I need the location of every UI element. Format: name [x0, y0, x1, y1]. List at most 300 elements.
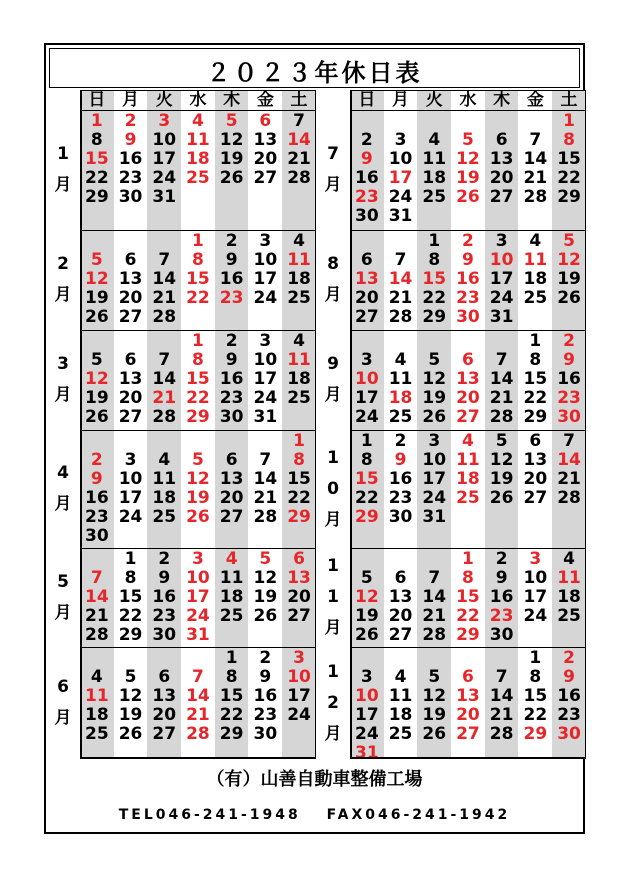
day-cell: 14 [152, 269, 177, 289]
day-cell: 24 [253, 388, 278, 408]
month-label-char: 6 [57, 677, 69, 697]
day-cell: 10 [355, 369, 379, 389]
day-cell: 12 [422, 369, 447, 389]
day-cell: 2 [394, 431, 407, 451]
month-label-char: 9 [327, 354, 339, 374]
day-cell: 14 [422, 587, 447, 607]
weekday-label: 金 [526, 90, 544, 110]
day-cell: 20 [219, 488, 244, 508]
day-cell: 14 [253, 469, 278, 489]
day-cell: 26 [422, 724, 447, 744]
day-cell: 6 [360, 250, 373, 270]
day-cell: 14 [489, 369, 514, 389]
calendar-sheet [44, 43, 585, 834]
day-cell: 24 [523, 606, 548, 626]
day-cell: 21 [422, 606, 447, 626]
day-cell: 29 [118, 625, 143, 645]
day-cell: 5 [428, 667, 441, 687]
day-cell: 4 [192, 111, 204, 131]
day-cell: 13 [489, 149, 514, 169]
day-cell: 20 [287, 587, 311, 607]
day-cell: 29 [523, 724, 548, 744]
day-cell: 12 [253, 568, 278, 588]
day-cell: 1 [563, 111, 575, 131]
day-cell: 13 [456, 686, 480, 706]
day-cell: 4 [90, 667, 103, 687]
month-label [49, 461, 77, 517]
day-cell: 27 [253, 168, 278, 188]
day-cell: 12 [489, 450, 514, 470]
day-cell: 2 [225, 231, 238, 251]
day-cell: 30 [388, 507, 413, 527]
day-cell: 22 [85, 168, 109, 188]
day-cell: 13 [152, 686, 177, 706]
month-label-char: 1 [327, 447, 339, 468]
day-cell: 17 [422, 469, 447, 489]
day-cell: 25 [85, 724, 109, 744]
month-divider [350, 647, 586, 648]
day-cell: 2 [462, 231, 474, 251]
day-cell: 25 [287, 388, 311, 408]
day-cell: 21 [152, 288, 177, 308]
month-divider [80, 647, 316, 648]
day-cell: 11 [287, 250, 311, 270]
day-cell: 29 [85, 187, 109, 207]
day-cell: 14 [557, 450, 581, 470]
day-cell: 15 [422, 269, 447, 289]
month-label-char: 0 [327, 478, 339, 499]
day-cell: 18 [388, 705, 413, 725]
day-cell: 17 [152, 149, 177, 169]
day-cell: 20 [118, 288, 143, 308]
day-cell: 22 [523, 388, 548, 408]
contact-line [46, 807, 583, 823]
day-cell: 6 [124, 350, 137, 370]
day-cell: 1 [529, 648, 542, 668]
day-cell: 13 [118, 269, 143, 289]
day-cell: 7 [495, 350, 508, 370]
day-cell: 9 [225, 250, 238, 270]
day-cell: 10 [152, 130, 177, 150]
day-cell: 26 [355, 625, 379, 645]
day-cell: 8 [192, 250, 204, 270]
day-cell: 26 [118, 724, 143, 744]
day-cell: 1 [192, 331, 204, 351]
day-cell: 5 [360, 568, 373, 588]
day-cell: 7 [428, 568, 441, 588]
weekday-label: 水 [189, 90, 207, 110]
day-cell: 28 [489, 724, 514, 744]
day-cell: 11 [186, 130, 210, 150]
day-cell: 4 [394, 667, 407, 687]
day-cell: 25 [388, 407, 413, 427]
day-cell: 12 [456, 149, 480, 169]
day-cell: 3 [259, 231, 272, 251]
day-cell: 30 [557, 724, 581, 744]
day-cell: 16 [152, 587, 177, 607]
day-cell: 19 [456, 168, 480, 188]
day-cell: 16 [118, 149, 143, 169]
day-cell: 3 [360, 667, 373, 687]
day-cell: 25 [287, 288, 311, 308]
day-cell: 30 [456, 307, 480, 327]
day-cell: 19 [253, 587, 278, 607]
day-cell: 2 [158, 549, 171, 569]
day-cell: 20 [388, 606, 413, 626]
day-cell: 24 [422, 488, 447, 508]
month-label-char: 7 [327, 144, 339, 164]
month-label-char: 月 [54, 708, 72, 728]
day-cell: 4 [158, 450, 171, 470]
day-cell: 25 [523, 288, 548, 308]
day-cell: 27 [355, 307, 379, 327]
day-cell: 2 [563, 331, 575, 351]
day-cell: 5 [192, 450, 204, 470]
month-label [49, 252, 77, 308]
day-cell: 26 [456, 187, 480, 207]
day-cell: 27 [118, 407, 143, 427]
day-cell: 5 [259, 549, 272, 569]
day-cell: 14 [388, 269, 413, 289]
day-cell: 23 [219, 288, 244, 308]
day-cell: 16 [85, 488, 109, 508]
day-cell: 11 [456, 450, 480, 470]
day-cell: 16 [219, 269, 244, 289]
day-cell: 25 [557, 606, 581, 626]
day-cell: 15 [219, 686, 244, 706]
day-cell: 28 [152, 407, 177, 427]
calendar-panel-jul-dec [350, 90, 586, 763]
day-cell: 2 [563, 648, 575, 668]
day-cell: 23 [152, 606, 177, 626]
day-cell: 14 [523, 149, 548, 169]
day-cell: 3 [293, 648, 305, 668]
day-cell: 8 [428, 250, 441, 270]
day-cell: 4 [394, 350, 407, 370]
day-cell: 15 [118, 587, 143, 607]
day-cell: 3 [360, 350, 373, 370]
day-cell: 10 [253, 250, 278, 270]
day-cell: 24 [489, 288, 514, 308]
day-cell: 18 [456, 469, 480, 489]
month-label-char: 月 [324, 723, 342, 744]
month-label-char: 月 [54, 175, 72, 195]
day-cell: 29 [219, 724, 244, 744]
day-cell: 8 [360, 450, 373, 470]
day-cell: 28 [422, 625, 447, 645]
day-cell: 8 [225, 667, 238, 687]
day-cell: 30 [85, 526, 109, 546]
day-cell: 28 [557, 488, 581, 508]
footer [46, 763, 583, 834]
day-cell: 16 [557, 686, 581, 706]
day-cell: 16 [557, 369, 581, 389]
day-cell: 3 [394, 130, 407, 150]
day-cell: 8 [529, 350, 542, 370]
day-cell: 28 [152, 307, 177, 327]
day-cell: 28 [489, 407, 514, 427]
day-cell: 11 [287, 350, 311, 370]
day-cell: 19 [489, 469, 514, 489]
day-cell: 10 [287, 667, 311, 687]
fax-number: FAX046-241-1942 [326, 807, 511, 823]
day-cell: 23 [253, 705, 278, 725]
day-cell: 20 [523, 469, 548, 489]
day-cell: 13 [523, 450, 548, 470]
day-cell: 26 [489, 488, 514, 508]
day-cell: 30 [152, 625, 177, 645]
day-cell: 14 [186, 686, 210, 706]
day-cell: 30 [489, 625, 514, 645]
day-cell: 31 [355, 743, 379, 763]
month-divider [350, 330, 586, 331]
day-cell: 24 [287, 705, 311, 725]
day-cell: 5 [90, 250, 103, 270]
day-cell: 7 [529, 130, 542, 150]
weekday-label: 土 [290, 90, 308, 110]
day-cell: 10 [388, 149, 413, 169]
day-cell: 22 [523, 705, 548, 725]
day-cell: 24 [253, 288, 278, 308]
weekday-label: 火 [425, 90, 443, 110]
day-cell: 21 [489, 388, 514, 408]
day-cell: 12 [118, 686, 143, 706]
day-cell: 2 [225, 331, 238, 351]
day-cell: 22 [355, 488, 379, 508]
day-cell: 7 [192, 667, 204, 687]
day-cell: 29 [456, 625, 480, 645]
day-cell: 1 [462, 549, 474, 569]
month-label-char: 5 [57, 571, 69, 592]
day-cell: 6 [529, 431, 542, 451]
day-cell: 8 [563, 130, 575, 150]
day-cell: 6 [259, 111, 272, 131]
day-cell: 7 [394, 250, 407, 270]
day-cell: 19 [557, 269, 581, 289]
day-cell: 18 [388, 388, 413, 408]
month-label [319, 554, 347, 641]
day-cell: 7 [259, 450, 272, 470]
day-cell: 12 [355, 587, 379, 607]
day-cell: 1 [428, 231, 441, 251]
day-cell: 30 [557, 407, 581, 427]
day-cell: 22 [422, 288, 447, 308]
day-cell: 6 [124, 250, 137, 270]
weekday-label: 月 [122, 90, 140, 110]
day-cell: 12 [186, 469, 210, 489]
day-cell: 23 [489, 606, 514, 626]
day-cell: 7 [158, 250, 171, 270]
day-cell: 22 [557, 168, 581, 188]
day-cell: 8 [462, 568, 474, 588]
day-cell: 21 [253, 488, 278, 508]
day-cell: 9 [360, 149, 373, 169]
day-cell: 4 [563, 549, 575, 569]
day-cell: 20 [253, 149, 278, 169]
day-cell: 14 [489, 686, 514, 706]
day-cell: 1 [192, 231, 204, 251]
day-cell: 1 [225, 648, 238, 668]
month-label-char: 1 [57, 144, 69, 164]
weekday-header [350, 90, 586, 110]
day-cell: 9 [394, 450, 407, 470]
month-label-char: 2 [57, 254, 69, 274]
day-cell: 9 [259, 667, 272, 687]
day-cell: 4 [529, 231, 542, 251]
day-cell: 7 [158, 350, 171, 370]
month-label-char: 1 [327, 556, 339, 576]
day-cell: 12 [557, 250, 581, 270]
day-cell: 28 [186, 724, 210, 744]
day-cell: 9 [495, 568, 508, 588]
day-cell: 9 [563, 350, 575, 370]
day-cell: 10 [422, 450, 447, 470]
day-cell: 27 [456, 724, 480, 744]
day-cell: 17 [118, 488, 143, 508]
month-label [49, 142, 77, 198]
day-cell: 9 [90, 469, 103, 489]
day-cell: 1 [124, 549, 137, 569]
day-cell: 29 [422, 307, 447, 327]
day-cell: 26 [219, 168, 244, 188]
day-cell: 1 [529, 331, 542, 351]
day-cell: 20 [118, 388, 143, 408]
day-cell: 16 [355, 168, 379, 188]
day-cell: 31 [253, 407, 278, 427]
day-cell: 10 [253, 350, 278, 370]
month-label [319, 352, 347, 408]
day-cell: 3 [259, 331, 272, 351]
day-cell: 27 [489, 187, 514, 207]
month-label-char: 2 [327, 692, 339, 713]
day-cell: 27 [523, 488, 548, 508]
day-cell: 6 [293, 549, 305, 569]
day-cell: 11 [557, 568, 581, 588]
day-cell: 24 [388, 187, 413, 207]
day-cell: 19 [355, 606, 379, 626]
day-cell: 17 [388, 168, 413, 188]
tel-number: TEL046-241-1948 [118, 807, 301, 823]
day-cell: 8 [90, 130, 103, 150]
month-divider [350, 110, 586, 111]
title-box [49, 48, 580, 88]
day-cell: 26 [85, 307, 109, 327]
day-cell: 21 [489, 705, 514, 725]
day-cell: 6 [394, 568, 407, 588]
day-cell: 26 [253, 606, 278, 626]
day-cell: 4 [293, 231, 305, 251]
day-cell: 25 [219, 606, 244, 626]
day-cell: 17 [186, 587, 210, 607]
day-cell: 6 [462, 667, 474, 687]
day-cell: 27 [118, 307, 143, 327]
day-cell: 14 [287, 130, 311, 150]
day-cell: 2 [360, 130, 373, 150]
day-cell: 18 [523, 269, 548, 289]
day-cell: 19 [85, 288, 109, 308]
day-cell: 21 [85, 606, 109, 626]
day-cell: 6 [495, 130, 508, 150]
day-cell: 15 [85, 149, 109, 169]
month-label [319, 252, 347, 308]
day-cell: 26 [422, 407, 447, 427]
day-cell: 21 [388, 288, 413, 308]
day-cell: 17 [355, 388, 379, 408]
day-cell: 5 [563, 231, 575, 251]
day-cell: 2 [495, 549, 508, 569]
day-cell: 8 [529, 667, 542, 687]
day-cell: 23 [118, 168, 143, 188]
day-cell: 5 [124, 667, 137, 687]
day-cell: 6 [225, 450, 238, 470]
day-cell: 3 [124, 450, 137, 470]
month-label-char: 月 [324, 618, 342, 638]
page-title: ２０２３年休日表 [206, 59, 423, 87]
day-cell: 12 [219, 130, 244, 150]
day-cell: 19 [219, 149, 244, 169]
day-cell: 21 [186, 705, 210, 725]
day-cell: 5 [90, 350, 103, 370]
day-cell: 15 [523, 369, 548, 389]
day-cell: 11 [152, 469, 177, 489]
day-cell: 22 [287, 488, 311, 508]
day-cell: 17 [253, 369, 278, 389]
month-label-char: 1 [327, 587, 339, 607]
day-cell: 13 [118, 369, 143, 389]
weekday-label: 日 [358, 90, 376, 110]
day-cell: 21 [523, 168, 548, 188]
month-label-char: 8 [327, 254, 339, 274]
month-label-char: 月 [324, 285, 342, 305]
day-cell: 27 [388, 625, 413, 645]
weekday-label: 木 [223, 90, 241, 110]
day-cell: 15 [456, 587, 480, 607]
day-cell: 16 [253, 686, 278, 706]
day-cell: 11 [523, 250, 548, 270]
day-cell: 23 [219, 388, 244, 408]
day-cell: 26 [557, 288, 581, 308]
day-cell: 17 [355, 705, 379, 725]
day-cell: 13 [287, 568, 311, 588]
day-cell: 23 [456, 288, 480, 308]
day-cell: 22 [219, 705, 244, 725]
day-cell: 10 [489, 250, 514, 270]
day-cell: 28 [253, 507, 278, 527]
day-cell: 31 [152, 187, 177, 207]
day-cell: 5 [462, 130, 474, 150]
day-cell: 18 [85, 705, 109, 725]
day-cell: 19 [186, 488, 210, 508]
day-cell: 24 [118, 507, 143, 527]
day-cell: 21 [287, 149, 311, 169]
day-cell: 7 [495, 667, 508, 687]
day-cell: 5 [225, 111, 238, 131]
weekday-label: 水 [459, 90, 477, 110]
day-cell: 27 [456, 407, 480, 427]
day-cell: 25 [388, 724, 413, 744]
day-cell: 28 [85, 625, 109, 645]
day-cell: 18 [287, 269, 311, 289]
day-cell: 8 [293, 450, 305, 470]
day-cell: 10 [118, 469, 143, 489]
day-cell: 5 [428, 350, 441, 370]
day-cell: 26 [85, 407, 109, 427]
day-cell: 22 [456, 606, 480, 626]
day-cell: 18 [186, 149, 210, 169]
weekday-label: 月 [392, 90, 410, 110]
day-cell: 7 [563, 431, 575, 451]
day-cell: 24 [355, 724, 379, 744]
